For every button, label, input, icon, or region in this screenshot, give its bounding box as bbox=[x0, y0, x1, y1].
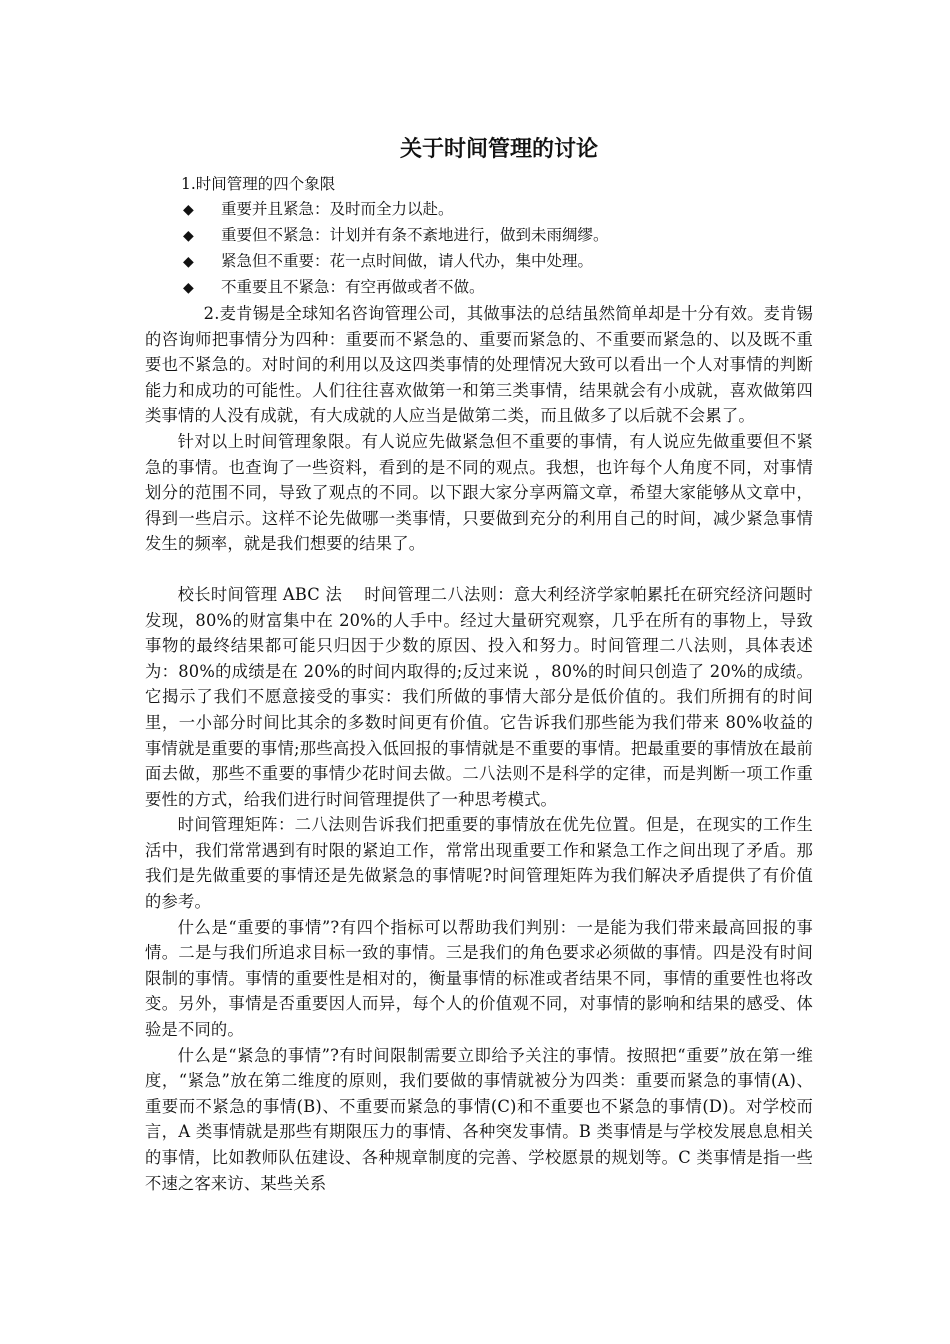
list-item-text: 紧急但不重要：花一点时间做，请人代办，集中处理。 bbox=[221, 252, 594, 270]
paragraph-urgent-matters: 什么是“紧急的事情”?有时间限制需要立即给予关注的事情。按照把“重要”放在第一维度，“紧急”放在第二维度的原则，我们要做的事情就被分为四类：重要而紧急的事情(A)、重要而不紧急的事情(B)、不重要而紧急的事情(C)和不重要也不紧急的事情(D)。对学校而言，A 类事情就是那些有期限压力的事情、各种突发事情。B 类事情是与学校发展息息相关的事情，比如教师队伍建设、各种规章制度的完善、学校愿景的规划等。C 类事情是指一些不速之客来访、某些关系 bbox=[145, 1045, 813, 1193]
list-item-text: 不重要且不紧急：有空再做或者不做。 bbox=[221, 278, 485, 296]
paragraph-spacer bbox=[145, 557, 813, 582]
diamond-bullet-icon: ◆ bbox=[183, 280, 194, 296]
document-title: 关于时间管理的讨论 bbox=[399, 137, 598, 162]
paragraph-mckinsey: 2.麦肯锡是全球知名咨询管理公司，其做事法的总结虽然简单却是十分有效。麦肯锡的咨询师把事情分为四种：重要而不紧急的、重要而紧急的、不重要而紧急的、以及既不重要也不紧急的。对时间的利用以及这四类事情的处理情况大致可以看出一个人对事情的判断能力和成功的可能性。人们往往喜欢做第一和第三类事情，结果就会有小成就，喜欢做第四类事情的人没有成就，有大成就的人应当是做第二类，而且做多了以后就不会累了。 bbox=[145, 304, 813, 426]
paragraph-important-matters: 什么是“重要的事情”?有四个指标可以帮助我们判别：一是能为我们带来最高回报的事情。二是与我们所追求目标一致的事情。三是我们的角色要求必须做的事情。四是没有时间限制的事情。事情的重要性是相对的，衡量事情的标准或者结果不同，事情的重要性也将改变。另外，事情是否重要因人而异，每个人的价值观不同，对事情的影响和结果的感受、体验是不同的。 bbox=[145, 917, 813, 1040]
list-item-text: 重要并且紧急：及时而全力以赴。 bbox=[221, 200, 454, 218]
diamond-bullet-icon: ◆ bbox=[183, 202, 194, 218]
diamond-bullet-icon: ◆ bbox=[183, 228, 194, 244]
list-item bbox=[145, 223, 813, 249]
list-item-text: 重要但不紧急：计划并有条不紊地进行，做到未雨绸缪。 bbox=[221, 226, 609, 244]
list-item bbox=[145, 249, 813, 275]
list-item bbox=[145, 275, 813, 301]
paragraph-discussion: 针对以上时间管理象限。有人说应先做紧急但不重要的事情，有人说应先做重要但不紧急的事情。也查询了一些资料，看到的是不同的观点。我想，也许每个人角度不同，对事情划分的范围不同，导致了观点的不同。以下跟大家分享两篇文章，希望大家能够从文章中，得到一些启示。这样不论先做哪一类事情，只要做到充分的利用自己的时间，减少紧急事情发生的频率，就是我们想要的结果了。 bbox=[145, 431, 813, 554]
paragraph-time-matrix: 时间管理矩阵：二八法则告诉我们把重要的事情放在优先位置。但是，在现实的工作生活中，我们常常遇到有时限的紧迫工作，常常出现重要工作和紧急工作之间出现了矛盾。那我们是先做重要的事情还是先做紧急的事情呢?时间管理矩阵为我们解决矛盾提供了有价值的参考。 bbox=[145, 815, 813, 912]
section-heading-quadrants: 1.时间管理的四个象限 bbox=[181, 175, 336, 193]
list-item bbox=[145, 197, 813, 223]
document-page bbox=[145, 130, 813, 1196]
quadrant-bullet-list bbox=[145, 197, 813, 301]
diamond-bullet-icon: ◆ bbox=[183, 254, 194, 270]
paragraph-pareto: 校长时间管理 ABC 法 时间管理二八法则：意大利经济学家帕累托在研究经济问题时发现，80%的财富集中在 20%的人手中。经过大量研究观察，几乎在所有的事物上，导致事物的最终结果都可能只归因于少数的原因、投入和努力。时间管理二八法则，具体表述为：80%的成绩是在 20%的时间内取得的;反过来说 ，80%的时间只创造了 20%的成绩。它揭示了我们不愿意接受的事实：我们所做的事情大部分是低价值的。我们所拥有的时间里，一小部分时间比其余的多数时间更有价值。它告诉我们那些能为我们带来 80%收益的事情就是重要的事情;那些高投入低回报的事情就是不重要的事情。把最重要的事情放在最前面去做，那些不重要的事情少花时间去做。二八法则不是科学的定律，而是判断一项工作重要性的方式，给我们进行时间管理提供了一种思考模式。 bbox=[145, 584, 813, 809]
